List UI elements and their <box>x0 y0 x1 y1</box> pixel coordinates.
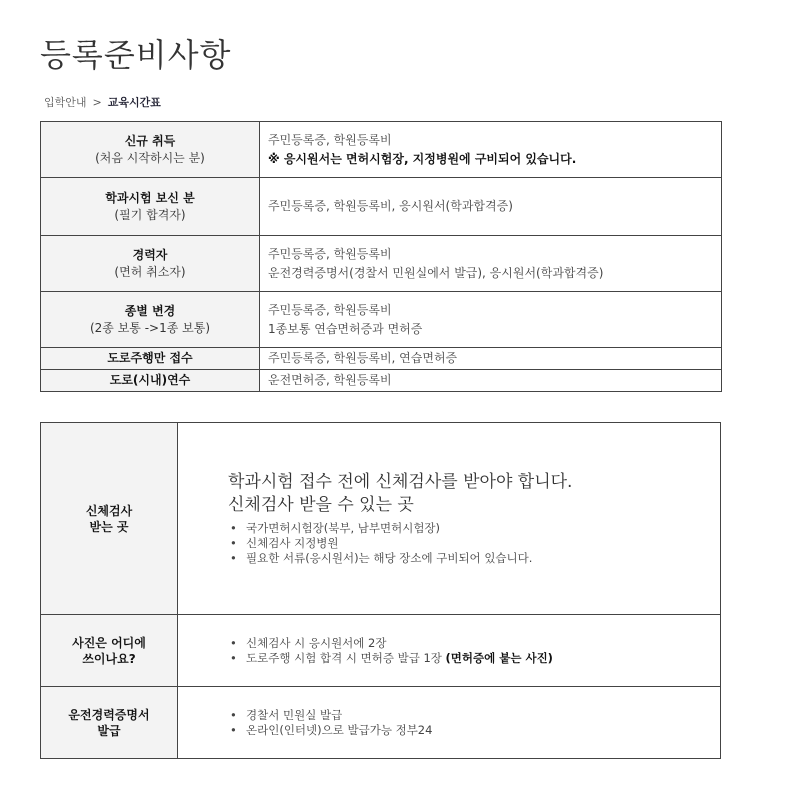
photo-bullet-text: 도로주행 시험 합격 시 면허증 발급 1장 <box>246 650 442 665</box>
requirement-subtitle: (처음 시작하시는 분) <box>95 150 205 165</box>
table-row <box>41 178 722 236</box>
requirements-table <box>40 121 722 392</box>
requirement-docs <box>260 122 722 178</box>
photo-bullet-emphasis: (면허증에 붙는 사진) <box>445 650 553 665</box>
table-row <box>41 687 721 759</box>
requirement-label <box>41 122 260 178</box>
table-row <box>41 615 721 687</box>
photo-label-line: 사진은 어디에 <box>72 635 146 650</box>
checkup-list <box>224 521 719 566</box>
list-item: • 국가면허시험장(북부, 남부면허시험장) <box>236 521 719 536</box>
requirement-title: 경력자 <box>132 247 168 262</box>
breadcrumb-current: 교육시간표 <box>107 96 161 109</box>
requirement-label <box>41 370 260 392</box>
requirement-docs <box>260 348 722 370</box>
checkup-content <box>178 423 721 615</box>
page-title: 등록준비사항 <box>40 36 232 74</box>
requirement-label <box>41 292 260 348</box>
list-item: • 경찰서 민원실 발급 <box>236 708 719 723</box>
record-list <box>224 708 719 738</box>
record-content <box>178 687 721 759</box>
table-row <box>41 236 722 292</box>
requirement-title: 종별 변경 <box>124 303 176 318</box>
list-item: • 필요한 서류(응시원서)는 해당 장소에 구비되어 있습니다. <box>236 551 719 566</box>
table-row <box>41 348 722 370</box>
photo-content <box>178 615 721 687</box>
breadcrumb-parent-link[interactable]: 입학안내 <box>44 96 87 109</box>
checkup-label <box>41 423 178 615</box>
requirement-doc-line: 운전면허증, 학원등록비 <box>268 373 392 387</box>
requirement-doc-line: 주민등록증, 학원등록비 <box>268 132 392 147</box>
requirement-subtitle: (필기 합격자) <box>114 207 186 222</box>
requirement-note: ※ 응시원서는 면허시험장, 지정병원에 구비되어 있습니다. <box>268 151 577 166</box>
requirement-label <box>41 348 260 370</box>
record-label-line: 발급 <box>97 723 121 738</box>
checkup-subheading: 신체검사 받을 수 있는 곳 <box>228 495 414 515</box>
info-table <box>40 422 721 759</box>
table-row <box>41 122 722 178</box>
requirement-doc-line: 주민등록증, 학원등록비, 연습면허증 <box>268 351 458 365</box>
requirement-title: 학과시험 보신 분 <box>105 190 195 205</box>
requirement-label <box>41 236 260 292</box>
requirement-title: 도로(시내)연수 <box>109 373 191 387</box>
record-label <box>41 687 178 759</box>
requirement-docs <box>260 370 722 392</box>
requirement-docs <box>260 292 722 348</box>
requirement-label <box>41 178 260 236</box>
list-item: • 신체검사 지정병원 <box>236 536 719 551</box>
breadcrumb <box>44 94 161 110</box>
list-item <box>236 651 719 666</box>
requirement-title: 신규 취득 <box>124 133 176 148</box>
table-row <box>41 292 722 348</box>
requirement-doc-line: 주민등록증, 학원등록비 <box>268 246 392 261</box>
table-row <box>41 423 721 615</box>
table-row <box>41 370 722 392</box>
record-label-line: 운전경력증명서 <box>68 707 150 722</box>
photo-label <box>41 615 178 687</box>
list-item: • 온라인(인터넷)으로 발급가능 정부24 <box>236 723 719 738</box>
photo-label-line: 쓰이나요? <box>82 651 136 666</box>
requirement-docs <box>260 236 722 292</box>
checkup-label-line: 받는 곳 <box>89 519 129 534</box>
list-item: • 신체검사 시 응시원서에 2장 <box>236 636 719 651</box>
requirement-doc-line: 주민등록증, 학원등록비, 응시원서(학과합격증) <box>268 199 513 213</box>
requirement-docs <box>260 178 722 236</box>
requirement-doc-line: 1종보통 연습면허증과 면허증 <box>268 321 423 336</box>
breadcrumb-separator: > <box>92 96 102 109</box>
requirement-subtitle: (2종 보통 ->1종 보통) <box>89 320 210 335</box>
checkup-label-line: 신체검사 <box>85 503 133 518</box>
checkup-heading: 학과시험 접수 전에 신체검사를 받아야 합니다. <box>228 472 573 492</box>
requirement-title: 도로주행만 접수 <box>107 351 193 365</box>
photo-list <box>224 636 719 666</box>
requirement-subtitle: (면허 취소자) <box>114 264 186 279</box>
requirement-doc-line: 운전경력증명서(경찰서 민원실에서 발급), 응시원서(학과합격증) <box>268 265 604 280</box>
requirement-doc-line: 주민등록증, 학원등록비 <box>268 302 392 317</box>
